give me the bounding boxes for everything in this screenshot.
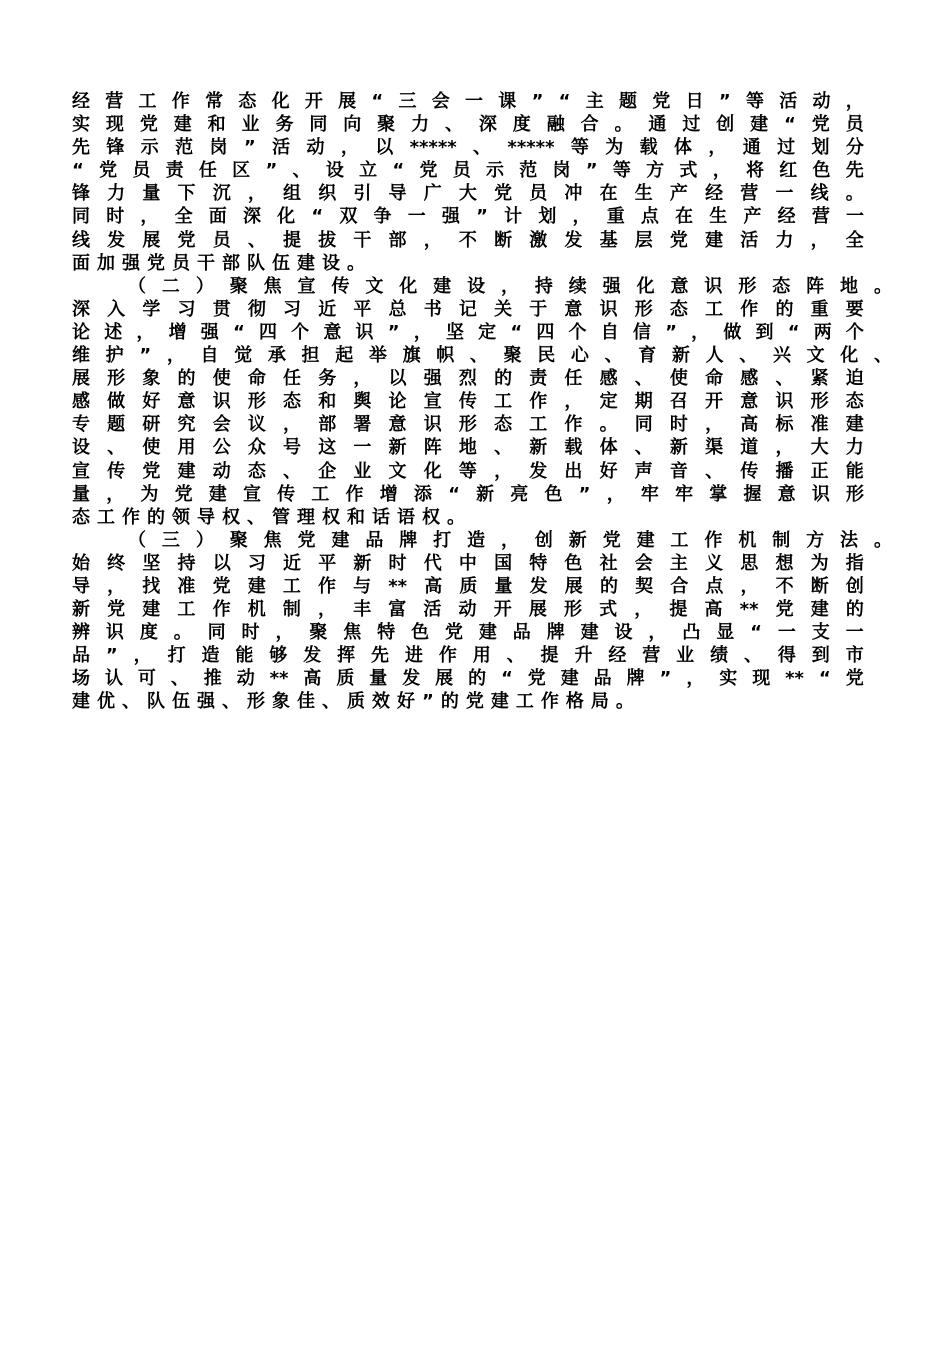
text-line: 导 ， 找 准 党 建 工 作 与 ** 高 质 量 发 展 的 契 合 点 ， 不 断 创 [72,575,864,597]
text-line: 宣 传 党 建 动 态 、 企 业 文 化 等 ， 发 出 好 声 音 、 传 播 正 能 [72,460,864,482]
text-line: 展 形 象 的 使 命 任 务 ， 以 强 烈 的 责 任 感 、 使 命 感 、 紧 迫 [72,368,864,390]
text-line: “ 党 员 责 任 区 ” 、 设 立 “ 党 员 示 范 岗 ” 等 方 式 ， 将 红 色 先 [72,160,864,182]
text-line: 维 护 ” ， 自 觉 承 担 起 举 旗 帜 、 聚 民 心 、 育 新 人 、 兴 文 化 、 [72,345,892,367]
text-line-content: 面加强党员干部队伍建设。 [72,252,372,274]
text-line-content: 态工作的领导权、管理权和话语权。 [72,506,472,528]
text-line: 感 做 好 意 识 形 态 和 舆 论 宣 传 工 作 ， 定 期 召 开 意 识 形 态 [72,391,864,413]
text-line: 锋 力 量 下 沉 ， 组 织 引 导 广 大 党 员 冲 在 生 产 经 营 一 线 。 [72,183,864,205]
text-line: 同 时 ， 全 面 深 化 “ 双 争 一 强 ” 计 划 ， 重 点 在 生 产 经 营 一 [72,206,864,228]
text-line: 设 、 使 用 公 众 号 这 一 新 阵 地 、 新 载 体 、 新 渠 道 ， 大 力 [72,437,864,459]
text-line: 线 发 展 党 员 、 提 拔 干 部 ， 不 断 激 发 基 层 党 建 活 力 ， 全 [72,229,864,251]
text-line: 实 现 党 建 和 业 务 同 向 聚 力 、 深 度 融 合 。 通 过 创 建 “ 党 员 [72,114,864,136]
text-line: （ 二 ） 聚 焦 宣 传 文 化 建 设 ， 持 续 强 化 意 识 形 态 阵 地 。 [128,275,892,297]
text-line: 论 述 ， 增 强 “ 四 个 意 识 ” ， 坚 定 “ 四 个 自 信 ” ， 做 到 “ 两 个 [72,321,864,343]
text-line: 场 认 可 、 推 动 ** 高 质 量 发 展 的 “ 党 建 品 牌 ” ， 实 现 ** “ 党 [72,668,864,690]
text-line: 先 锋 示 范 岗 ” 活 动 ， 以 ***** 、 ***** 等 为 载 体 ， 通 过 划 分 [72,137,864,159]
text-line: 专 题 研 究 会 议 ， 部 署 意 识 形 态 工 作 。 同 时 ， 高 标 准 建 [72,414,864,436]
text-line: 品 ” ， 打 造 能 够 发 挥 先 进 作 用 、 提 升 经 营 业 绩 、 得 到 市 [72,645,864,667]
text-line [72,690,864,713]
text-line [72,252,864,275]
text-line [72,506,864,529]
text-line: 新 党 建 工 作 机 制 ， 丰 富 活 动 开 展 形 式 ， 提 高 ** 党 建 的 [72,599,864,621]
text-line: 辨 识 度 。 同 时 ， 聚 焦 特 色 党 建 品 牌 建 设 ， 凸 显 “ 一 支 一 [72,622,864,644]
text-line: （ 三 ） 聚 焦 党 建 品 牌 打 造 ， 创 新 党 建 工 作 机 制 方 法 。 [128,529,892,551]
text-line-content: 建优、队伍强、形象佳、质效好”的党建工作格局。 [72,691,641,713]
text-line: 始 终 坚 持 以 习 近 平 新 时 代 中 国 特 色 社 会 主 义 思 想 为 指 [72,552,864,574]
text-line: 量 ， 为 党 建 宣 传 工 作 增 添 “ 新 亮 色 ” ， 牢 牢 掌 握 意 识 形 [72,483,864,505]
document-body [72,90,892,714]
text-line: 深 入 学 习 贯 彻 习 近 平 总 书 记 关 于 意 识 形 态 工 作 的 重 要 [72,298,864,320]
text-line: 经 营 工 作 常 态 化 开 展 “ 三 会 一 课 ” “ 主 题 党 日 ” 等 活 动 ， [72,91,864,112]
